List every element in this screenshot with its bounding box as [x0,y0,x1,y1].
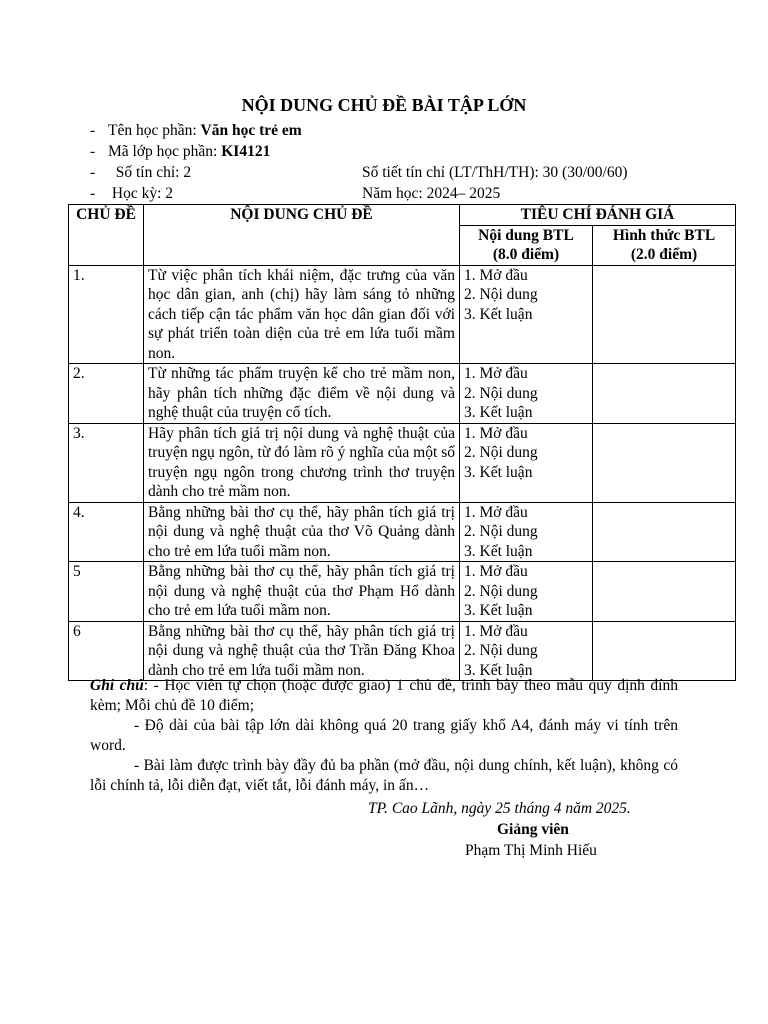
table-row [69,265,736,364]
form-score-cell [593,265,736,364]
criteria-item: 3. Kết luận [464,404,533,421]
criteria-list [460,562,593,622]
class-label: Mã lớp học phần: [108,143,222,160]
table-row [69,562,736,622]
credit-hours: Số tiết tín chỉ (LT/ThH/TH): 30 (30/00/60) [362,164,628,181]
criteria-item: 1. Mở đầu [464,503,528,521]
criteria-item: 3. Kết luận [464,305,533,323]
topic-content: Bằng những bài thơ cụ thể, hãy phân tích giá trị nội dung và nghệ thuật của thơ Phạm Hổ dành cho trẻ em lứa tuổi mầm non. [144,562,460,622]
criteria-item: 2. Nội dung [464,444,538,461]
form-score-cell [593,364,736,424]
topic-content: Bằng những bài thơ cụ thể, hãy phân tích giá trị nội dung và nghệ thuật của thơ Võ Quảng dành cho trẻ em lứa tuổi mầm non. [144,502,460,562]
subject-value: Văn học trẻ em [200,122,302,139]
signature-date: TP. Cao Lãnh, ngày 25 tháng 4 năm 2025. [368,800,631,817]
signature-role: Giảng viên [497,821,569,838]
content-score-title: Nội dung BTL [478,226,574,244]
topic-number: 5 [69,562,144,622]
header-content: NỘI DUNG CHỦ ĐỀ [144,205,460,266]
topic-content: Từ những tác phẩm truyện kể cho trẻ mầm non, hãy phân tích những đặc điểm về nội dung và nghệ thuật của truyện cổ tích. [144,364,460,424]
info-subject: - Tên học phần: Văn học trẻ em [90,122,302,139]
header-content-score [460,225,593,265]
criteria-item: 2. Nội dung [464,582,538,600]
criteria-item: 1. Mở đầu [464,266,528,284]
note-line-3: - Bài làm được trình bày đầy đủ ba phần (mở đầu, nội dung chính, kết luận), không có lỗi chính tả, lỗi diễn đạt, viết tắt, lỗi đánh máy, in ấn… [90,757,678,794]
criteria-list [460,621,593,681]
subject-label: Tên học phần: [108,122,201,139]
form-score-cell [593,562,736,622]
academic-year: Năm học: 2024– 2025 [362,185,501,202]
note-text-1: : - Học viên tự chọn (hoặc được giao) 1 chủ đề, trình bày theo mẫu quy định đính kèm; Mỗi chủ đề 10 điểm; [90,677,678,714]
notes-label: Ghi chú [90,677,144,694]
topic-content: Bằng những bài thơ cụ thể, hãy phân tích giá trị nội dung và nghệ thuật của thơ Trần Đăng Khoa dành cho trẻ em lứa tuổi mầm non. [144,621,460,681]
criteria-item: 2. Nội dung [464,523,538,540]
signature-name: Phạm Thị Minh Hiếu [465,842,597,859]
criteria-item: 3. Kết luận [464,463,533,481]
page-title: NỘI DUNG CHỦ ĐỀ BÀI TẬP LỚN [241,95,527,115]
criteria-item: 3. Kết luận [464,661,533,679]
info-class: - Mã lớp học phần: KI4121 [90,143,271,160]
class-value: KI4121 [221,143,271,160]
table-row [69,621,736,681]
note-line-2: - Độ dài của bài tập lớn dài không quá 20 trang giấy khổ A4, đánh máy vi tính trên word. [90,717,678,754]
table-row [69,364,736,424]
semester: Học kỳ: 2 [111,185,174,202]
criteria-item: 1. Mở đầu [464,365,528,382]
form-score-title: Hình thức BTL [612,226,716,244]
criteria-list [460,265,593,364]
criteria-item: 2. Nội dung [464,286,538,303]
criteria-list [460,364,593,424]
topic-number: 6 [69,621,144,681]
topic-number: 2. [69,364,144,424]
topics-table [68,204,736,681]
topic-content: Hãy phân tích giá trị nội dung và nghệ thuật của truyện ngụ ngôn, từ đó làm rõ ý nghĩa của một số truyện ngụ ngôn trong chương trình thơ truyện dành cho trẻ mầm non. [144,423,460,502]
info-semester: - Học kỳ: 2 Năm học: 2024– 2025 [90,185,501,202]
header-criteria: TIÊU CHÍ ĐÁNH GIÁ [460,205,736,226]
form-score-points: (2.0 điểm) [630,246,698,263]
note-line-1 [90,676,678,716]
criteria-item: 1. Mở đầu [464,563,528,580]
criteria-list [460,423,593,502]
form-score-cell [593,502,736,562]
criteria-item: 1. Mở đầu [464,424,528,442]
topic-number: 3. [69,423,144,502]
topic-number: 4. [69,502,144,562]
topic-content: Từ việc phân tích khái niệm, đặc trưng của văn học dân gian, anh (chị) hãy làm sáng tỏ những cách tiếp cận tác phẩm văn học dân gian đối với sự phát triển toàn diện của trẻ em lứa tuổi mầm non. [144,265,460,364]
topic-number: 1. [69,265,144,364]
criteria-item: 2. Nội dung [464,384,538,402]
criteria-item: 3. Kết luận [464,602,533,619]
header-topic: CHỦ ĐỀ [69,205,144,266]
info-credits: - Số tín chỉ: 2 Số tiết tín chỉ (LT/ThH/TH): 30 (30/00/60) [90,164,628,181]
table-row [69,423,736,502]
criteria-item: 3. Kết luận [464,542,533,560]
content-score-points: (8.0 điểm) [492,246,560,263]
notes-section [90,676,678,796]
form-score-cell [593,621,736,681]
credits: Số tín chỉ: 2 [115,164,192,181]
table-row [69,502,736,562]
criteria-item: 2. Nội dung [464,642,538,659]
criteria-item: 1. Mở đầu [464,622,528,640]
header-form-score [593,225,736,265]
form-score-cell [593,423,736,502]
criteria-list [460,502,593,562]
